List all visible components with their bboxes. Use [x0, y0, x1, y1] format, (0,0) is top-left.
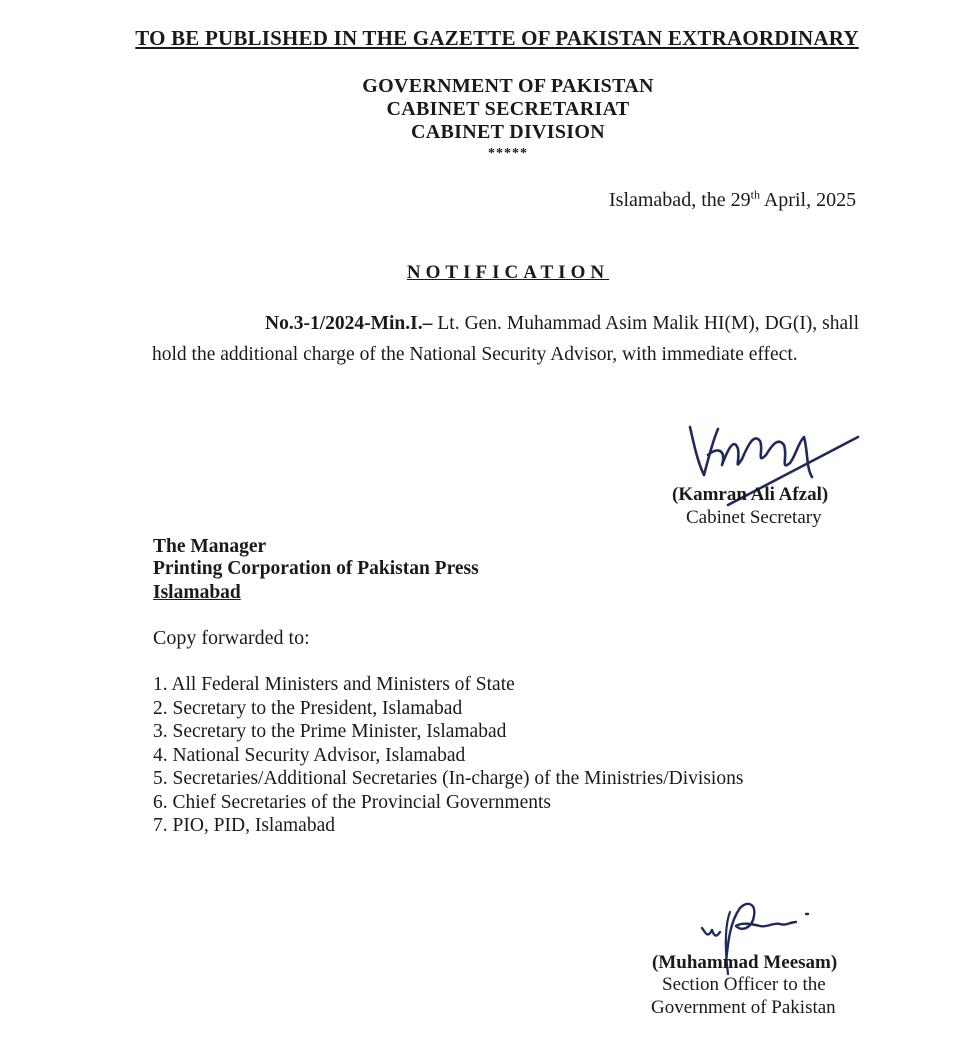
signatory-2-title-line-1: Section Officer to the: [662, 974, 826, 995]
copy-forwarded-list: [153, 673, 743, 838]
signatory-2-title-line-2: Government of Pakistan: [651, 997, 836, 1018]
list-item: 2. Secretary to the President, Islamabad: [153, 697, 463, 719]
notification-body: [152, 308, 859, 370]
header-separator: *****: [488, 146, 528, 161]
division-heading: CABINET DIVISION: [411, 121, 605, 143]
date-ordinal-suffix: th: [750, 187, 760, 202]
addressee-line-3: Islamabad: [153, 582, 241, 603]
notification-text: Lt. Gen. Muhammad Asim Malik HI(M), DG(I), shall hold the additional charge of the National Security Advisor, with immediate effect.: [152, 313, 859, 365]
list-item: 4. National Security Advisor, Islamabad: [153, 744, 466, 766]
list-item: 6. Chief Secretaries of the Provincial Governments: [153, 791, 552, 813]
signatory-1-name: (Kamran Ali Afzal): [672, 484, 829, 505]
date-prefix: Islamabad, the 29: [609, 189, 751, 211]
addressee-line-1: The Manager: [153, 536, 267, 557]
addressee-line-2: Printing Corporation of Pakistan Press: [153, 558, 479, 579]
signatory-2-name: (Muhammad Meesam): [652, 952, 838, 973]
government-heading: GOVERNMENT OF PAKISTAN: [362, 75, 654, 97]
copy-forwarded-heading: Copy forwarded to:: [153, 627, 310, 649]
list-item: 5. Secretaries/Additional Secretaries (In-charge) of the Ministries/Divisions: [153, 768, 744, 789]
gazette-heading: TO BE PUBLISHED IN THE GAZETTE OF PAKISTAN EXTRAORDINARY: [135, 26, 859, 50]
signatory-1-title: Cabinet Secretary: [686, 507, 822, 528]
secretariat-heading: CABINET SECRETARIAT: [386, 98, 630, 120]
notification-reference: No.3-1/2024-Min.I.–: [265, 313, 433, 334]
date-line: [609, 189, 856, 212]
list-item: 3. Secretary to the Prime Minister, Islamabad: [153, 721, 507, 742]
list-item: 7. PIO, PID, Islamabad: [153, 815, 335, 836]
notification-title: NOTIFICATION: [406, 262, 610, 283]
list-item: 1. All Federal Ministers and Ministers of State: [153, 674, 515, 695]
date-rest: April, 2025: [759, 189, 857, 211]
